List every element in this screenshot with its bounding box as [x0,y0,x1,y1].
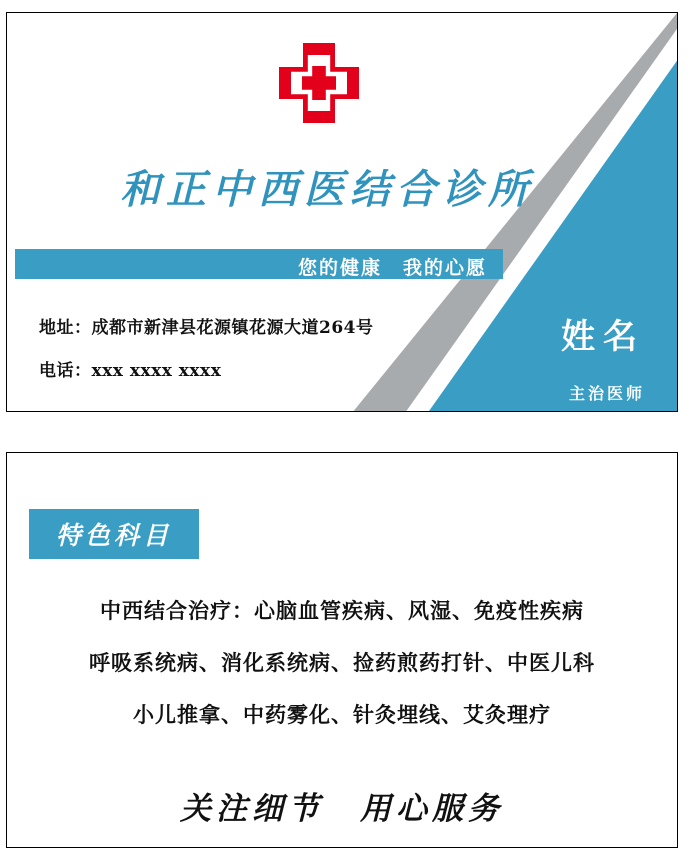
contact-block [39,313,374,399]
clinic-name: 和正中西医结合诊所 [120,167,534,213]
front-slogan-text: 您的健康 我的心愿 [297,257,487,279]
red-cross-logo-icon [279,43,359,123]
person-name: 姓名 [561,317,645,357]
service-line: 小儿推拿、中药雾化、针灸埋线、艾灸理疗 [133,702,551,727]
address-line: 地址：成都市新津县花源镇花源大道264号 [39,318,374,338]
person-title: 主治医师 [568,384,645,403]
service-line: 中西结合治疗：心脑血管疾病、风湿、免疫性疾病 [100,598,584,623]
business-card-back [6,452,678,848]
front-slogan-bar [15,249,503,279]
service-line: 呼吸系统病、消化系统病、捡药煎药打针、中医儿科 [89,650,595,675]
service-list [7,595,677,751]
phone-line: 电话：xxx xxxx xxxx [39,361,222,381]
section-tag-badge [29,509,199,559]
business-card-front [6,12,678,412]
back-slogan: 关注细节 用心服务 [180,791,504,827]
section-tag-label: 特色科目 [55,521,172,550]
